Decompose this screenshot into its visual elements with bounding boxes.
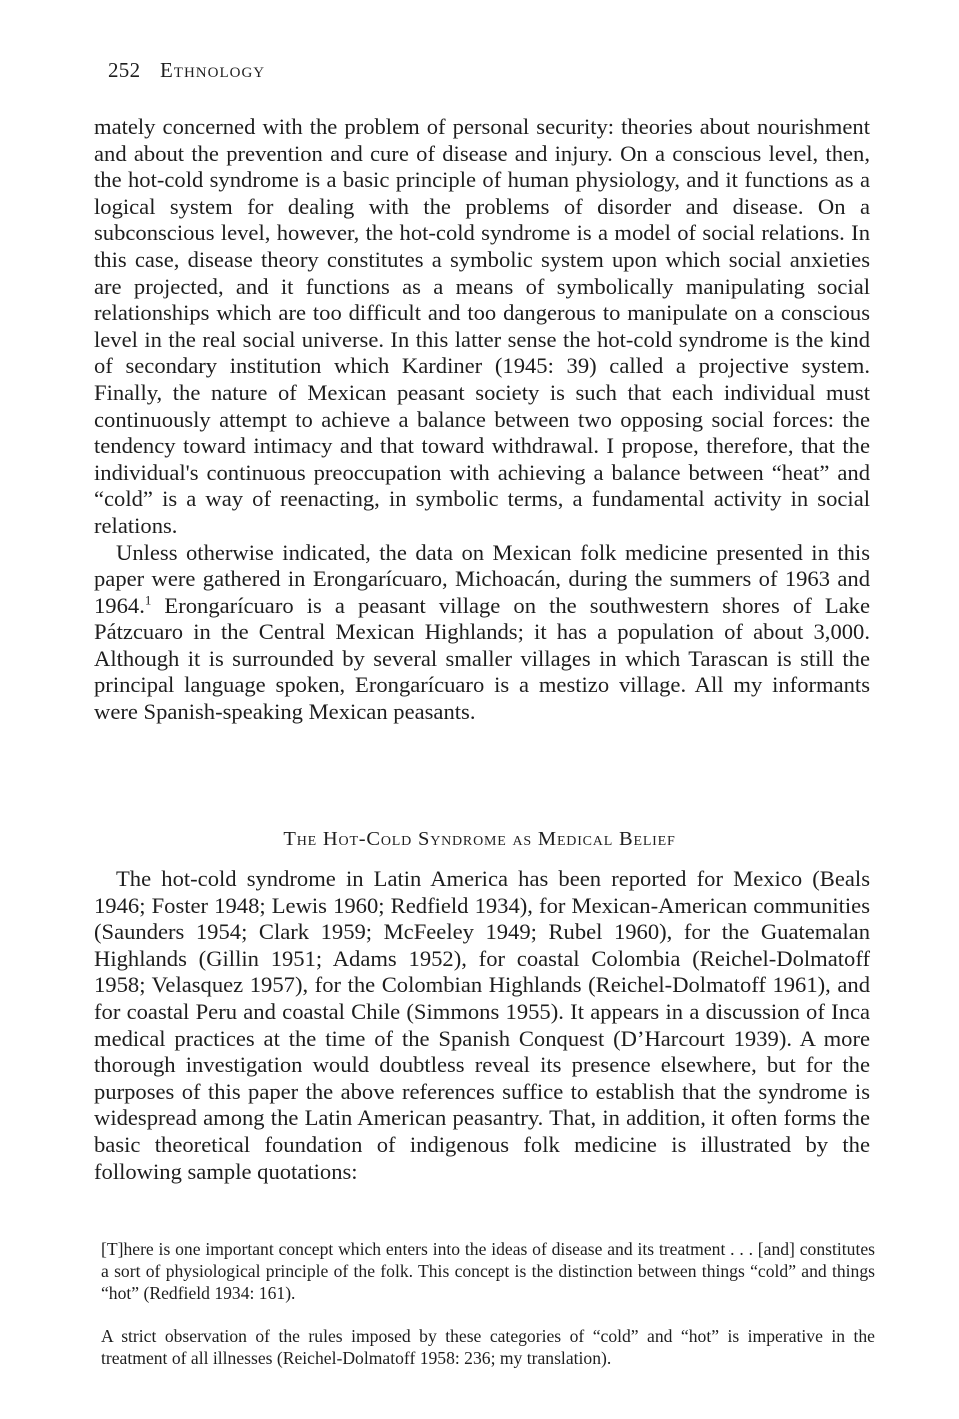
journal-title: Ethnology [159, 58, 266, 82]
paragraph-hot-cold-reports: The hot-cold syndrome in Latin America has been reported for Mexico (Beals 1946; Foster 1948; Lewis 1960; Redfield 1934), for Mexican-American communities (Saunders 1954; Clark 1959; McFeeley 1949; Rubel 1960), for the Guatemalan Highlands (Gillin 1951; Adams 1952), for coastal Colombia (Reichel-Dolmatoff 1958; Velasquez 1957), for the Colombian Highlands (Reichel-Dolmatoff 1961), and for coastal Peru and coastal Chile (Simmons 1955). It appears in a discussion of Inca medical practices at the time of the Spanish Conquest (D’Harcourt 1939). A more thorough investigation would doubtless reveal its presence elsewhere, but for the purposes of this paper the above references suffice to establish that the syndrome is widespread among the Latin American peasantry. That, in addition, it often forms the basic theoretical foundation of indigenous folk medicine is illustrated by the following sample quotations: [94, 866, 870, 1184]
running-head [108, 58, 265, 83]
paragraph-continued: mately concerned with the problem of personal security: theories about nourishment and about the prevention and cure of disease and injury. On a conscious level, then, the hot-cold syndrome is a basic principle of human physiology, and it functions as a logical system for dealing with the problems of disorder and disease. On a subconscious level, however, the hot-cold syndrome is a model of social relations. In this case, disease theory constitutes a symbolic system upon which social anxieties are projected, and it functions as a means of symbolically manipulating social relationships which are too difficult and too dangerous to manipulate on a conscious level in the real social universe. In this latter sense the hot-cold syndrome is the kind of secondary institution which Kardiner (1945: 39) called a projective system. Finally, the nature of Mexican peasant society is such that each individual must continuously attempt to achieve a balance between two opposing social forces: the tendency toward intimacy and that toward withdrawal. I propose, therefore, that the individual's continuous preoccupation with achieving a balance between “heat” and “cold” is a way of reenacting, in symbolic terms, a fundamental activity in social relations. [94, 114, 870, 538]
block-quote [101, 1239, 875, 1304]
paragraph-text: Erongarícuaro is a peasant village on the southwestern shores of Lake Pátzcuaro in the Central Mexican Highlands; it has a population of about 3,000. Although it is surrounded by several smaller villages in which Tarascan is still the principal language spoken, Erongarícuaro is a mestizo village. All my informants were Spanish-speaking Mexican peasants. [94, 592, 870, 725]
section-2-text [94, 866, 870, 1185]
paragraph-text: Unless otherwise indicated, the data on Mexican folk medicine presented in this paper were gathered in Erongarícuaro, Michoacán, during the summers of 1963 and 1964. [94, 539, 870, 618]
paragraph-data-source [94, 540, 870, 726]
section-1-text [94, 114, 870, 726]
block-quote [101, 1326, 875, 1370]
quote-redfield: [T]here is one important concept which enters into the ideas of disease and its treatment . . . [and] constitutes a sort of physiological principle of the folk. This concept is the distinction between things “cold” and things “hot” (Redfield 1934: 161). [101, 1239, 875, 1303]
quote-reichel-dolmatoff: A strict observation of the rules imposed by these categories of “cold” and “hot” is imperative in the treatment of all illnesses (Reichel-Dolmatoff 1958: 236; my translation). [101, 1326, 875, 1368]
footnote-marker: 1 [144, 592, 152, 608]
page-number: 252 [108, 58, 141, 82]
section-heading: The Hot-Cold Syndrome as Medical Belief [283, 828, 676, 850]
